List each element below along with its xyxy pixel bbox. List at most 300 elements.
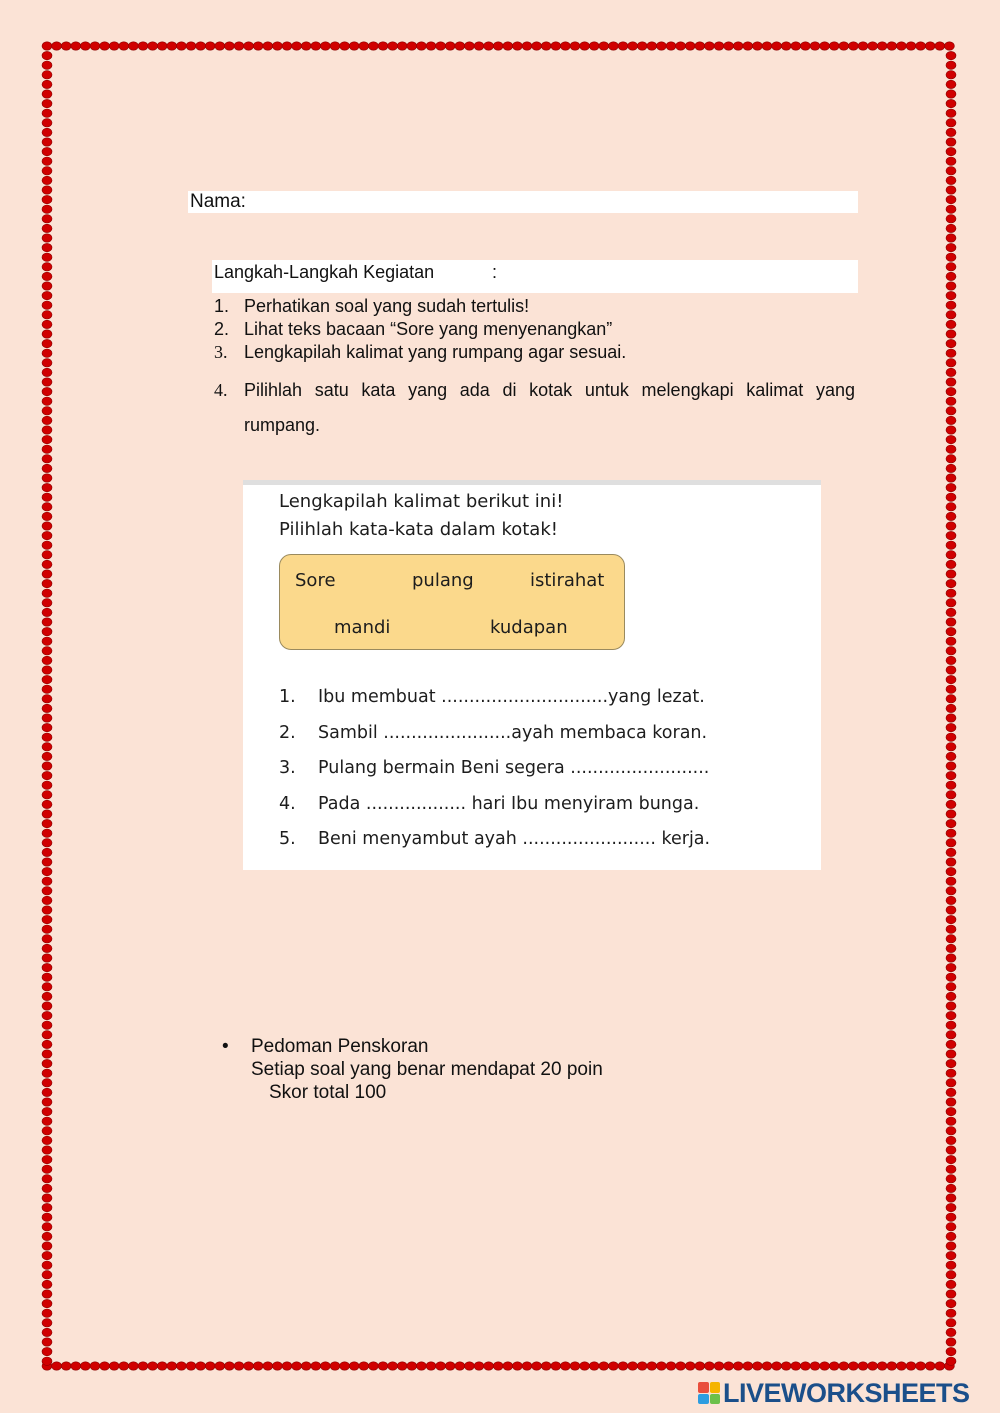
exercise-image [243,480,821,870]
border-dot [810,42,820,50]
border-dot [647,42,657,50]
border-dot [946,234,956,242]
sentence-text: Pada .................. hari Ibu menyiram bunga. [318,793,700,814]
sentence-text: Sambil .......................ayah membaca koran. [318,722,708,743]
border-dot [714,1362,724,1370]
border-dot [42,685,52,693]
border-dot [42,301,52,309]
border-dot [330,42,340,50]
border-dot [42,1117,52,1125]
border-dot [42,1127,52,1135]
border-dot [580,1362,590,1370]
border-dot [42,915,52,923]
border-dot [946,1127,956,1135]
border-dot [42,1059,52,1067]
border-dot [946,224,956,232]
bullet-icon: • [222,1036,229,1057]
border-dot [781,1362,791,1370]
border-dot [946,1194,956,1202]
border-dot [503,1362,513,1370]
border-dot [42,800,52,808]
border-dot [42,954,52,962]
border-dot [946,541,956,549]
border-dot [946,829,956,837]
border-dot [128,1362,138,1370]
border-dot [916,1362,926,1370]
border-dot [946,1088,956,1096]
border-dot [282,1362,292,1370]
border-dot [946,263,956,271]
border-dot [887,42,897,50]
border-dot [42,589,52,597]
border-dot [42,1002,52,1010]
border-dot [71,1362,81,1370]
border-dot [42,781,52,789]
border-dot [42,1299,52,1307]
border-dot [800,1362,810,1370]
border-dot [946,896,956,904]
border-dot [570,1362,580,1370]
border-dot [946,848,956,856]
border-dot [42,263,52,271]
border-dot [474,1362,484,1370]
border-dot [946,1309,956,1317]
border-dot [493,42,503,50]
border-dot [946,723,956,731]
border-dot [743,1362,753,1370]
border-dot [42,1165,52,1173]
border-dot [157,1362,167,1370]
border-dot [781,42,791,50]
border-dot [877,42,887,50]
border-dot [946,1069,956,1077]
border-dot [946,531,956,539]
border-dot [42,704,52,712]
exercise-instruction-line: Lengkapilah kalimat berikut ini! [279,491,564,512]
border-dot [407,1362,417,1370]
border-dot [484,42,494,50]
border-dot [42,752,52,760]
border-dot [656,42,666,50]
liveworksheets-logo-icon [698,1382,720,1404]
border-dot [42,1021,52,1029]
border-dot [946,666,956,674]
border-dot [263,42,273,50]
border-dot [42,1319,52,1327]
border-dot [42,1290,52,1298]
border-dot [946,455,956,463]
border-dot [42,167,52,175]
border-dot [330,1362,340,1370]
border-dot [946,1098,956,1106]
border-dot [42,1271,52,1279]
border-dot [436,1362,446,1370]
border-dot [42,195,52,203]
border-dot [42,541,52,549]
border-dot [42,1069,52,1077]
border-dot [946,589,956,597]
border-dot [138,42,148,50]
exercise-instructions [279,488,563,544]
border-dot [946,71,956,79]
border-dot [868,42,878,50]
border-dot [42,445,52,453]
border-dot [292,42,302,50]
border-dot [946,407,956,415]
step-item [214,373,855,443]
border-dot [628,1362,638,1370]
border-dot [42,1223,52,1231]
border-dot [946,791,956,799]
border-dot [100,42,110,50]
border-dot [946,195,956,203]
border-dot [42,848,52,856]
border-dot [42,339,52,347]
step-item [214,295,855,318]
border-dot [42,311,52,319]
sentence-text: Pulang bermain Beni segera ......................... [318,758,710,778]
step-item [214,318,855,341]
word-option: kudapan [490,617,568,638]
border-dot [128,42,138,50]
border-dot [340,1362,350,1370]
name-field-label[interactable]: Nama: [188,191,858,213]
border-dot [946,1357,956,1365]
border-dot [196,1362,206,1370]
border-dot [618,1362,628,1370]
border-dot [42,675,52,683]
border-dot [946,90,956,98]
border-dot [407,42,417,50]
sentence-text: Ibu membuat ..............................yang lezat. [318,687,705,707]
border-dot [676,42,686,50]
border-dot [176,1362,186,1370]
border-dot [522,1362,532,1370]
border-dot [119,1362,129,1370]
border-dot [946,157,956,165]
border-dot [946,618,956,626]
border-dot [896,42,906,50]
border-dot [359,1362,369,1370]
border-dot [946,1251,956,1259]
border-dot [946,1059,956,1067]
border-dot [946,1175,956,1183]
border-dot [946,1155,956,1163]
border-dot [522,42,532,50]
border-dot [946,387,956,395]
border-dot [946,551,956,559]
border-dot [946,1117,956,1125]
border-dot [52,42,62,50]
border-dot [916,42,926,50]
border-dot [42,1242,52,1250]
border-dot [42,925,52,933]
border-dot [647,1362,657,1370]
border-dot [359,42,369,50]
border-dot [946,1107,956,1115]
border-dot [80,42,90,50]
border-dot [42,80,52,88]
border-dot [42,963,52,971]
border-dot [695,1362,705,1370]
border-dot [946,963,956,971]
border-dot [714,42,724,50]
border-dot [42,1232,52,1240]
border-dot [946,819,956,827]
border-dot [946,1165,956,1173]
border-dot [791,42,801,50]
border-dot [42,1261,52,1269]
border-dot [839,1362,849,1370]
border-dot [946,483,956,491]
border-dot [551,1362,561,1370]
border-dot [42,224,52,232]
border-dot [848,42,858,50]
border-dot [61,42,71,50]
border-dot [946,205,956,213]
liveworksheets-logo[interactable] [698,1378,970,1408]
border-dot [946,311,956,319]
border-dot [877,1362,887,1370]
border-dot [42,272,52,280]
border-dot [215,1362,225,1370]
border-dot [946,627,956,635]
border-dot [42,464,52,472]
border-dot [42,359,52,367]
border-dot [426,1362,436,1370]
border-dot [42,1146,52,1154]
border-dot [946,330,956,338]
border-dot [570,42,580,50]
word-option: istirahat [530,570,605,591]
exercise-instruction-line: Pilihlah kata-kata dalam kotak! [279,519,558,540]
border-dot [42,147,52,155]
border-dot [42,330,52,338]
border-dot [311,42,321,50]
step-text: Perhatikan soal yang sudah tertulis! [244,296,530,316]
border-dot [946,1280,956,1288]
border-dot [946,1050,956,1058]
border-dot [474,42,484,50]
border-dot [946,147,956,155]
border-dot [42,771,52,779]
border-dot [349,42,359,50]
border-dot [532,1362,542,1370]
border-dot [946,291,956,299]
sentence-number: 4. [279,793,296,814]
border-dot [493,1362,503,1370]
border-dot [42,483,52,491]
border-dot [946,839,956,847]
border-dot [946,1184,956,1192]
border-dot [455,1362,465,1370]
border-dot [946,944,956,952]
border-dot [215,42,225,50]
border-dot [292,1362,302,1370]
border-dot [772,1362,782,1370]
border-dot [666,42,676,50]
border-dot [704,42,714,50]
border-dot [42,253,52,261]
steps-colon: : [492,262,498,282]
sentence-text: Beni menyambut ayah ........................ kerja. [318,829,711,849]
border-dot [100,1362,110,1370]
border-dot [541,42,551,50]
border-dot [946,119,956,127]
border-dot [946,1242,956,1250]
border-dot [946,1319,956,1327]
border-dot [946,1213,956,1221]
scoring-rule: Setiap soal yang benar mendapat 20 poin [251,1059,603,1080]
border-dot [42,560,52,568]
border-dot [416,1362,426,1370]
border-dot [42,839,52,847]
border-dot [282,42,292,50]
border-dot [42,215,52,223]
border-dot [42,599,52,607]
border-dot [946,416,956,424]
border-dot [109,1362,119,1370]
border-dot [42,1347,52,1355]
border-dot [946,973,956,981]
border-dot [42,474,52,482]
border-dot [455,42,465,50]
border-dot [946,1011,956,1019]
border-dot [946,560,956,568]
border-dot [42,1031,52,1039]
border-dot [800,42,810,50]
border-dot [512,1362,522,1370]
border-dot [946,359,956,367]
border-dot [42,906,52,914]
border-dot [42,157,52,165]
border-dot [42,858,52,866]
border-dot [733,1362,743,1370]
border-dot [946,512,956,520]
border-dot [946,906,956,914]
border-dot [946,733,956,741]
border-dot [42,1280,52,1288]
border-dot [416,42,426,50]
border-dot [42,733,52,741]
border-dot [946,714,956,722]
border-dot [42,291,52,299]
border-dot [244,42,254,50]
border-dot [426,42,436,50]
border-dot [946,1223,956,1231]
border-dot [946,464,956,472]
border-dot [52,1362,62,1370]
border-dot [946,992,956,1000]
border-dot [42,119,52,127]
border-dot [42,205,52,213]
exercise-top-divider [243,480,821,485]
border-dot [42,1338,52,1346]
border-dot [42,935,52,943]
sentence-number: 2. [279,722,296,743]
step-number: 1. [214,296,230,316]
border-dot [42,522,52,530]
border-dot [946,685,956,693]
border-dot [445,1362,455,1370]
border-dot [42,656,52,664]
border-dot [946,378,956,386]
border-dot [560,42,570,50]
border-dot [946,272,956,280]
border-dot [946,426,956,434]
border-dot [512,42,522,50]
border-dot [42,1079,52,1087]
border-dot [42,637,52,645]
border-dot [205,42,215,50]
scoring-title: Pedoman Penskoran [251,1036,429,1057]
border-dot [887,1362,897,1370]
border-dot [167,1362,177,1370]
border-dot [42,42,52,50]
border-dot [397,42,407,50]
border-dot [944,42,954,50]
border-dot [42,1184,52,1192]
border-dot [42,282,52,290]
border-dot [320,42,330,50]
border-dot [42,397,52,405]
border-dot [946,128,956,136]
border-dot [946,282,956,290]
border-dot [234,42,244,50]
border-dot [946,858,956,866]
border-dot [445,42,455,50]
border-dot [946,695,956,703]
border-dot [935,1362,945,1370]
border-dot [946,349,956,357]
sentence-number: 1. [279,687,296,707]
border-dot [946,1299,956,1307]
border-dot [301,1362,311,1370]
border-dot [42,1213,52,1221]
border-dot [42,810,52,818]
border-dot [42,647,52,655]
border-dot [946,1040,956,1048]
border-dot [42,1251,52,1259]
border-dot [42,829,52,837]
border-dot [176,42,186,50]
border-dot [42,666,52,674]
border-dot [925,1362,935,1370]
border-dot [946,503,956,511]
border-dot [946,474,956,482]
border-dot [263,1362,273,1370]
border-dot [42,531,52,539]
border-dot [946,493,956,501]
border-dot [946,771,956,779]
border-dot [311,1362,321,1370]
word-choice-box [279,554,625,650]
border-dot [946,887,956,895]
border-dot [90,42,100,50]
border-dot [253,1362,263,1370]
border-dot [42,99,52,107]
border-dot [42,1203,52,1211]
border-dot [90,1362,100,1370]
border-dot [589,1362,599,1370]
border-dot [224,42,234,50]
border-dot [946,867,956,875]
border-dot [946,253,956,261]
border-dot [946,1021,956,1029]
border-dot [858,1362,868,1370]
border-dot [946,915,956,923]
border-dot [167,42,177,50]
